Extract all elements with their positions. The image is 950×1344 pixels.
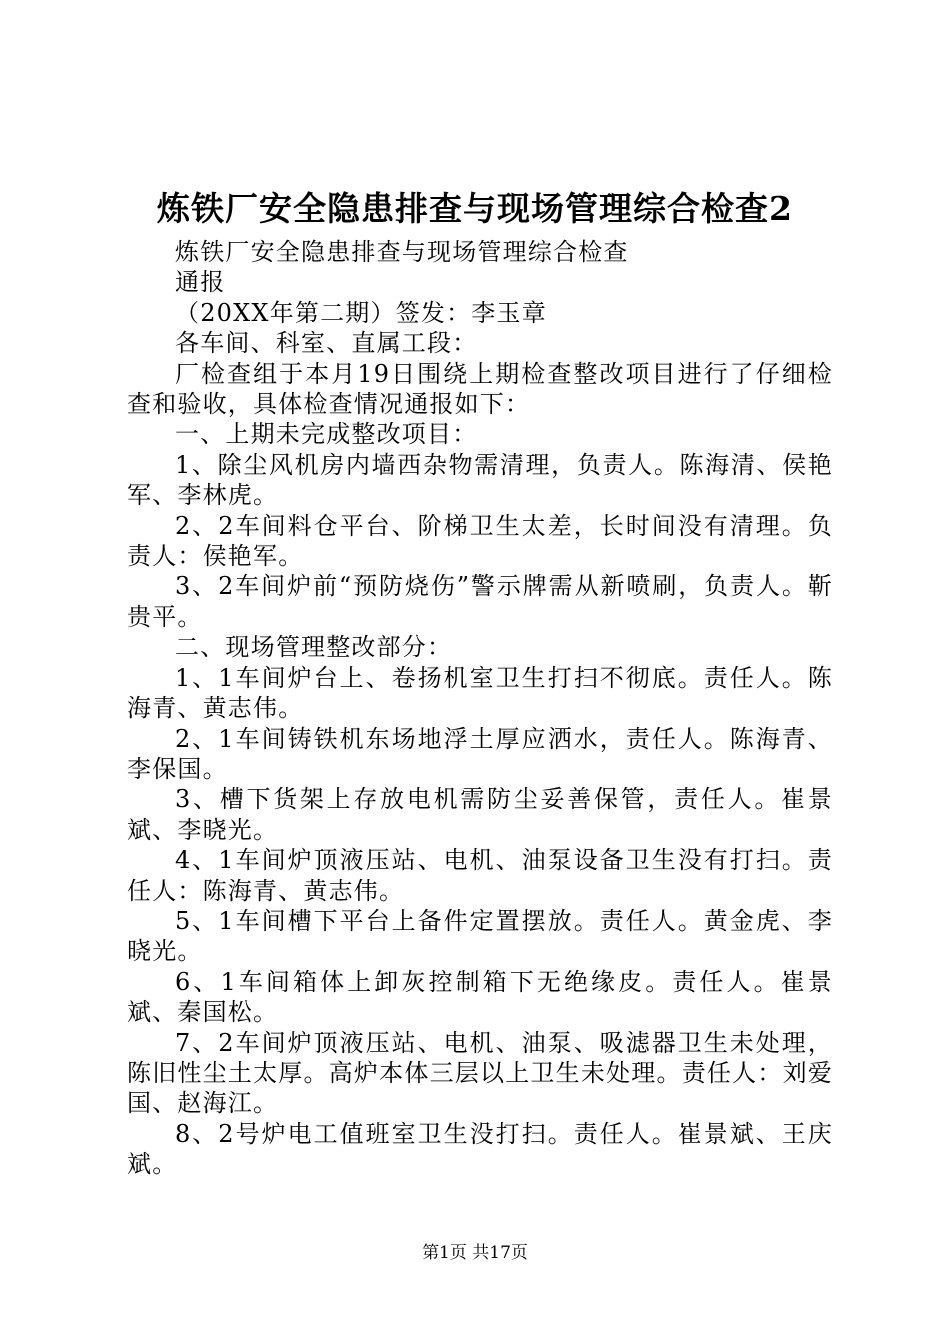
paragraph: 一、上期未完成整改项目： <box>175 420 478 449</box>
paragraph: 6、1车间箱体上卸灰控制箱下无绝缘皮。责任人。崔景斌、秦国松。 <box>127 967 833 1027</box>
paragraph: 2、2车间料仓平台、阶梯卫生太差，长时间没有清理。负责人：侯艳军。 <box>127 511 833 571</box>
paragraph: 5、1车间槽下平台上备件定置摆放。责任人。黄金虎、李晓光。 <box>127 906 833 966</box>
paragraph: 8、2号炉电工值班室卫生没打扫。责任人。崔景斌、王庆斌。 <box>127 1119 833 1179</box>
paragraph: 1、1车间炉台上、卷扬机室卫生打扫不彻底。责任人。陈海青、黄志伟。 <box>127 663 833 723</box>
paragraph: 4、1车间炉顶液压站、电机、油泵设备卫生没有打扫。责任人：陈海青、黄志伟。 <box>127 846 833 905</box>
paragraph: 各车间、科室、直属工段： <box>175 329 478 358</box>
document-body <box>127 237 833 1180</box>
paragraph: 厂检查组于本月19日围绕上期检查整改项目进行了仔细检查和验收，具体检查情况通报如下： <box>127 359 833 419</box>
paragraph: 2、1车间铸铁机东场地浮土厚应洒水，责任人。陈海青、李保国。 <box>127 724 833 783</box>
paragraph: 7、2车间炉顶液压站、电机、油泵、吸滤器卫生未处理，陈旧性尘土太厚。高炉本体三层以上卫生未处理。责任人：刘爱国、赵海江。 <box>127 1028 833 1118</box>
paragraph: （20XX年第二期）签发：李玉章 <box>175 298 547 327</box>
paragraph: 3、2车间炉前“预防烧伤”警示牌需从新喷刷，负责人。靳贵平。 <box>127 572 833 631</box>
page-number: 第1页 共17页 <box>422 1243 528 1263</box>
paragraph: 1、除尘风机房内墙西杂物需清理，负责人。陈海清、侯艳军、李林虎。 <box>127 450 833 510</box>
paragraph: 炼铁厂安全隐患排查与现场管理综合检查 <box>175 238 629 266</box>
paragraph: 3、槽下货架上存放电机需防尘妥善保管，责任人。崔景斌、李晓光。 <box>127 785 833 844</box>
paragraph: 二、现场管理整改部分： <box>175 633 453 662</box>
paragraph: 通报 <box>175 268 226 297</box>
document-title: 炼铁厂安全隐患排查与现场管理综合检查2 <box>157 189 793 228</box>
